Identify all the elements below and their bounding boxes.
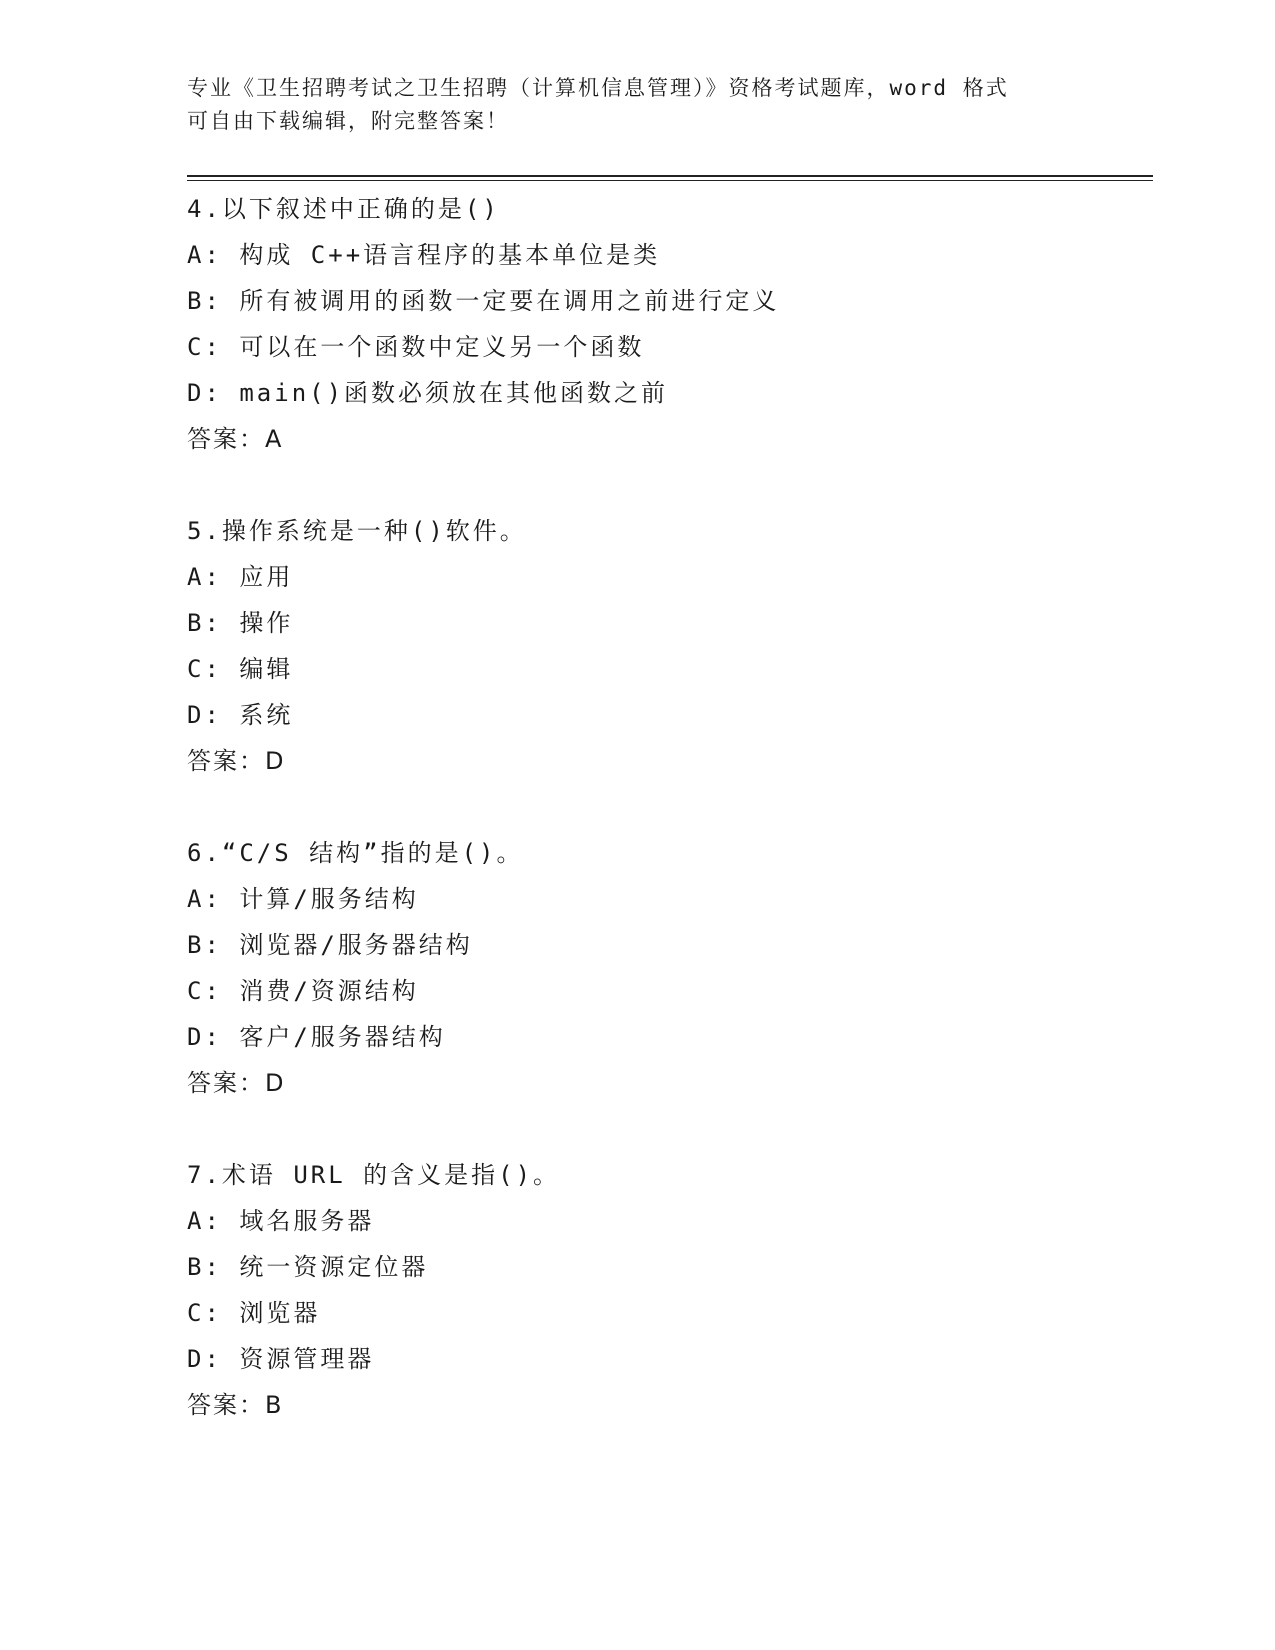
option-c: C: 浏览器 bbox=[187, 1299, 321, 1327]
question-stem: 6.“C/S 结构”指的是()。 bbox=[187, 839, 524, 867]
question-5 bbox=[187, 508, 1147, 784]
option-b: B: 统一资源定位器 bbox=[187, 1253, 429, 1281]
option-d: D: main()函数必须放在其他函数之前 bbox=[187, 379, 669, 407]
answer: 答案：B bbox=[187, 1391, 284, 1419]
option-b: B: 所有被调用的函数一定要在调用之前进行定义 bbox=[187, 287, 780, 315]
question-7 bbox=[187, 1152, 1147, 1428]
question-stem: 5.操作系统是一种()软件。 bbox=[187, 517, 527, 545]
header-line-2: 可自由下载编辑，附完整答案！ bbox=[187, 109, 509, 133]
option-c: C: 消费/资源结构 bbox=[187, 977, 419, 1005]
header-divider bbox=[187, 175, 1153, 181]
option-d: D: 客户/服务器结构 bbox=[187, 1023, 446, 1051]
question-list bbox=[187, 186, 1147, 1474]
option-b: B: 浏览器/服务器结构 bbox=[187, 931, 473, 959]
option-c: C: 编辑 bbox=[187, 655, 294, 683]
answer: 答案：D bbox=[187, 747, 286, 775]
question-stem: 4.以下叙述中正确的是() bbox=[187, 195, 500, 223]
option-d: D: 资源管理器 bbox=[187, 1345, 375, 1373]
answer: 答案：D bbox=[187, 1069, 286, 1097]
option-d: D: 系统 bbox=[187, 701, 294, 729]
option-a: A: 域名服务器 bbox=[187, 1207, 375, 1235]
option-a: A: 构成 C++语言程序的基本单位是类 bbox=[187, 241, 661, 269]
option-a: A: 计算/服务结构 bbox=[187, 885, 419, 913]
question-6 bbox=[187, 830, 1147, 1106]
question-stem: 7.术语 URL 的含义是指()。 bbox=[187, 1161, 561, 1189]
document-header bbox=[187, 72, 1087, 138]
option-b: B: 操作 bbox=[187, 609, 294, 637]
header-line-1: 专业《卫生招聘考试之卫生招聘（计算机信息管理）》资格考试题库，word 格式 bbox=[187, 76, 1009, 100]
option-c: C: 可以在一个函数中定义另一个函数 bbox=[187, 333, 645, 361]
answer: 答案：A bbox=[187, 425, 284, 453]
question-4 bbox=[187, 186, 1147, 462]
option-a: A: 应用 bbox=[187, 563, 294, 591]
